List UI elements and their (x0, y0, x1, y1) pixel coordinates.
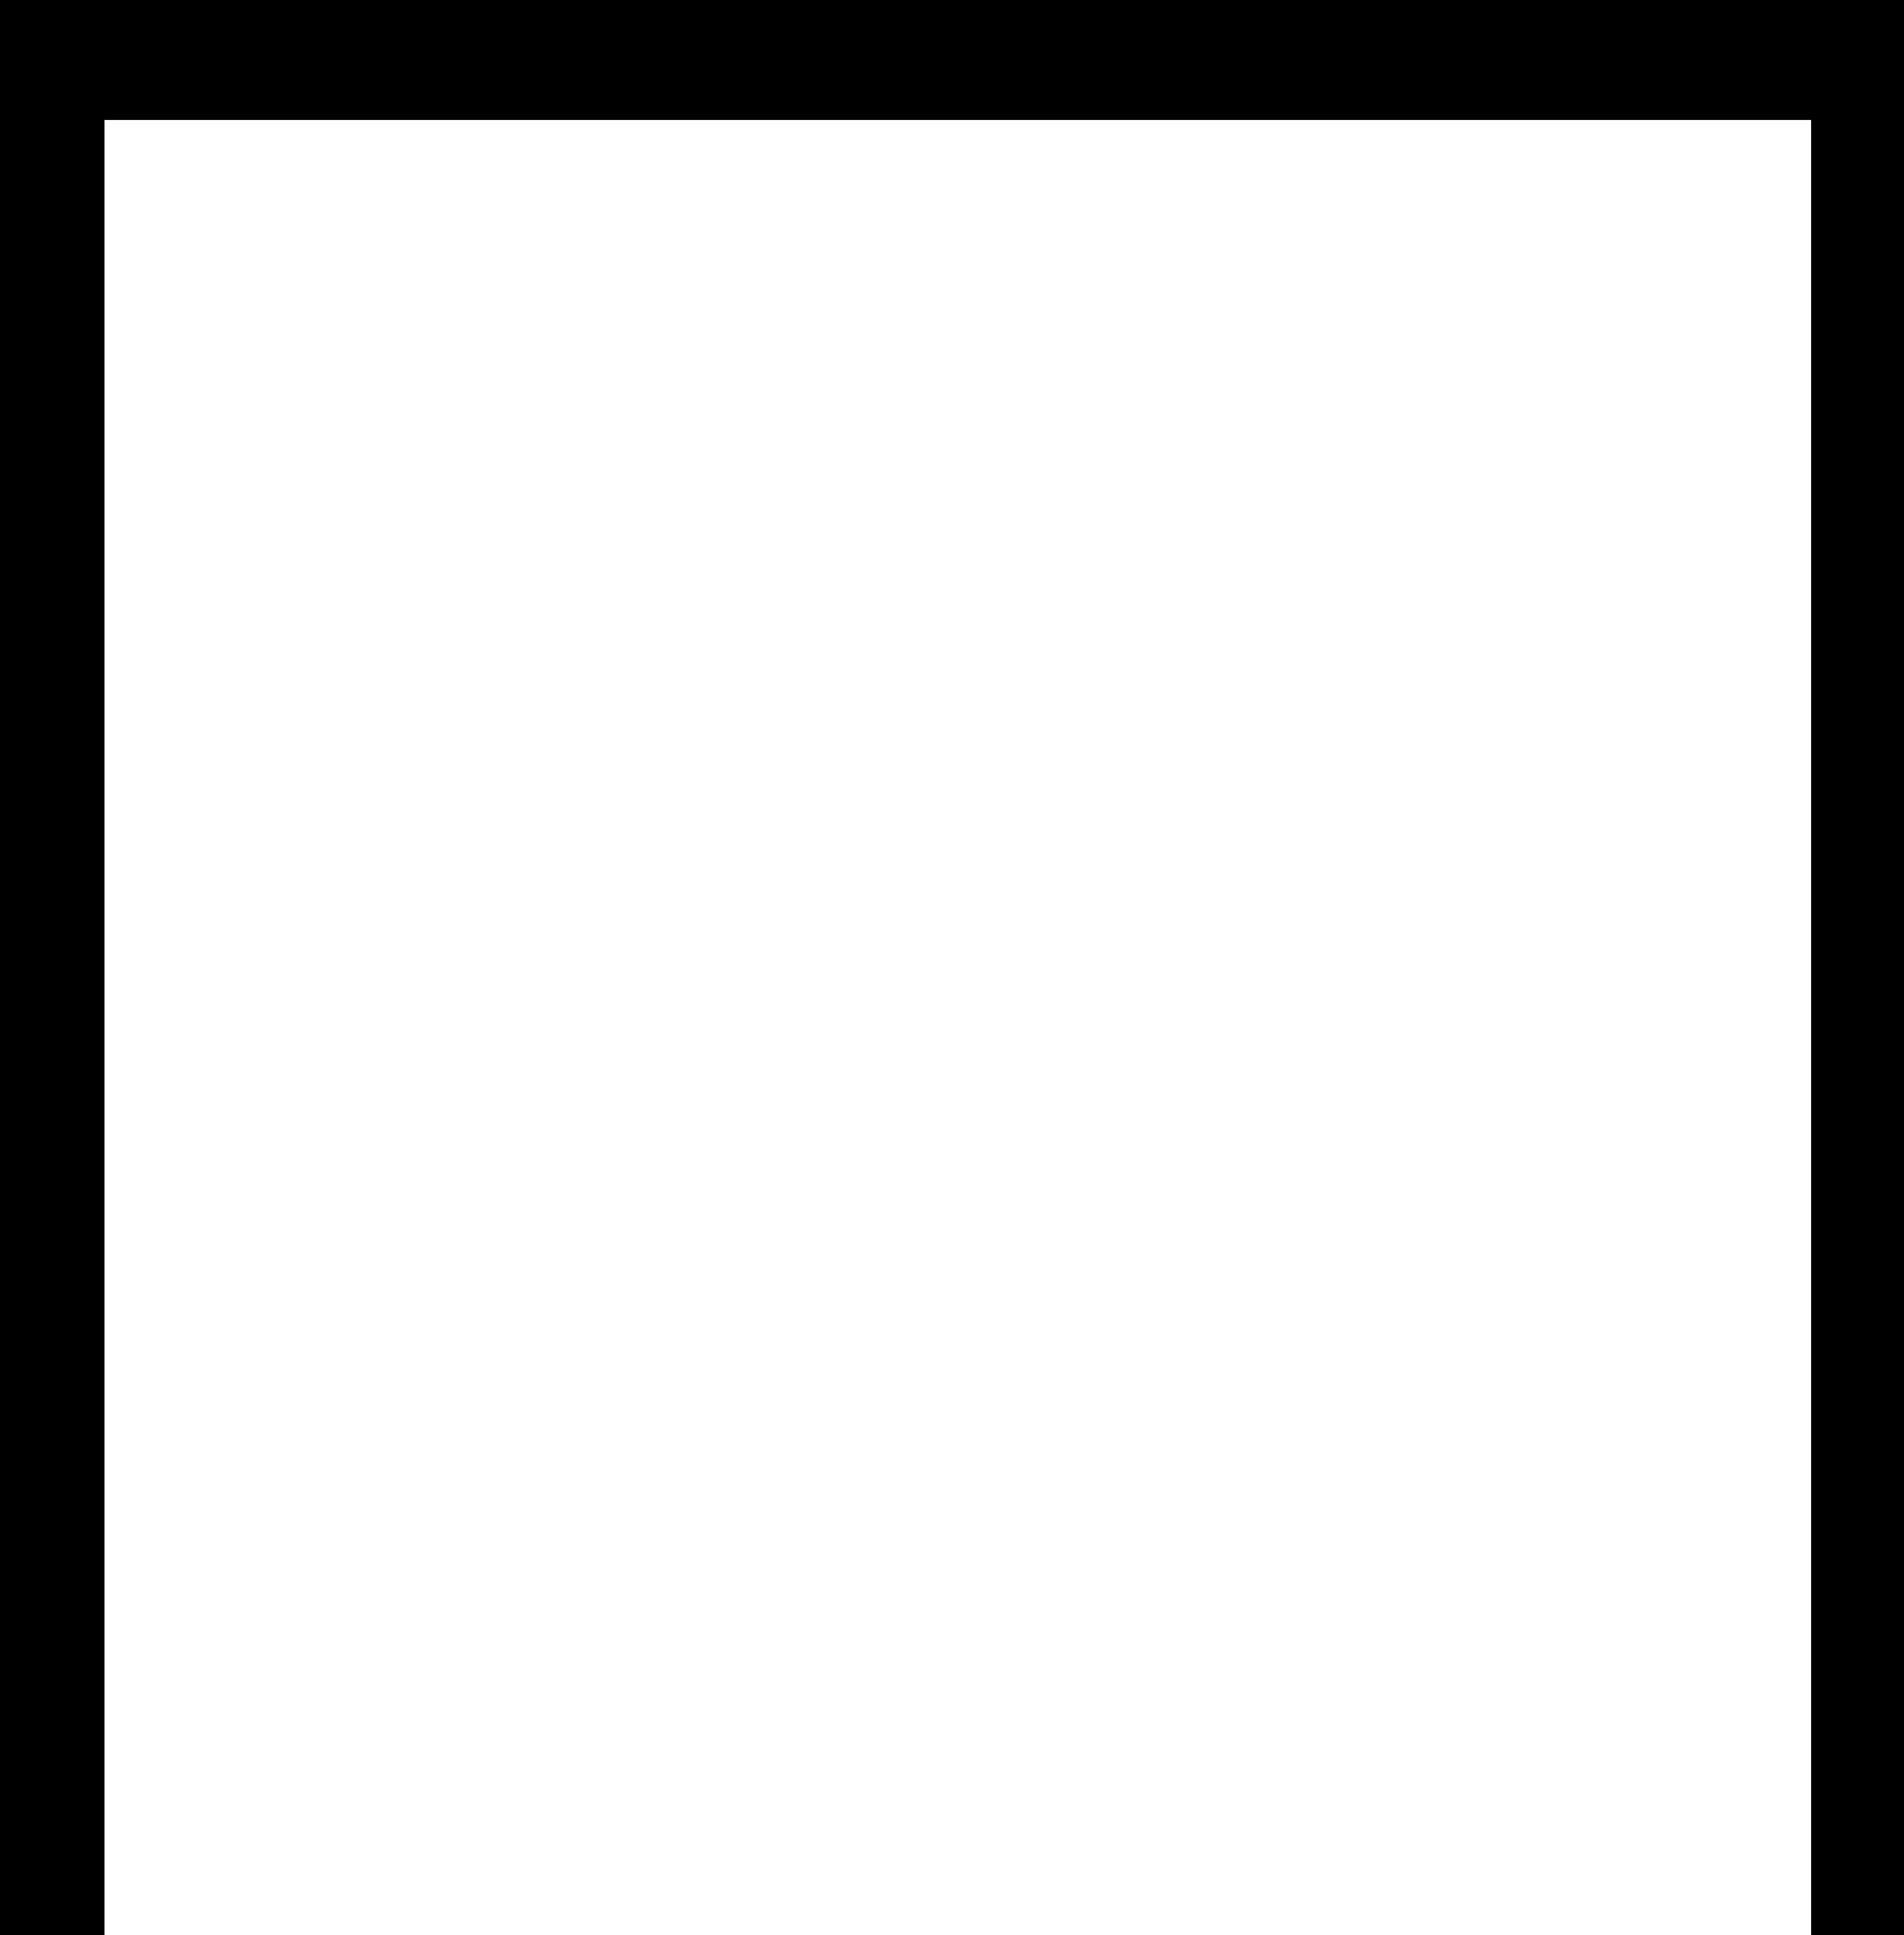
magazine-page (104, 120, 1811, 1935)
page-header (104, 248, 1811, 298)
